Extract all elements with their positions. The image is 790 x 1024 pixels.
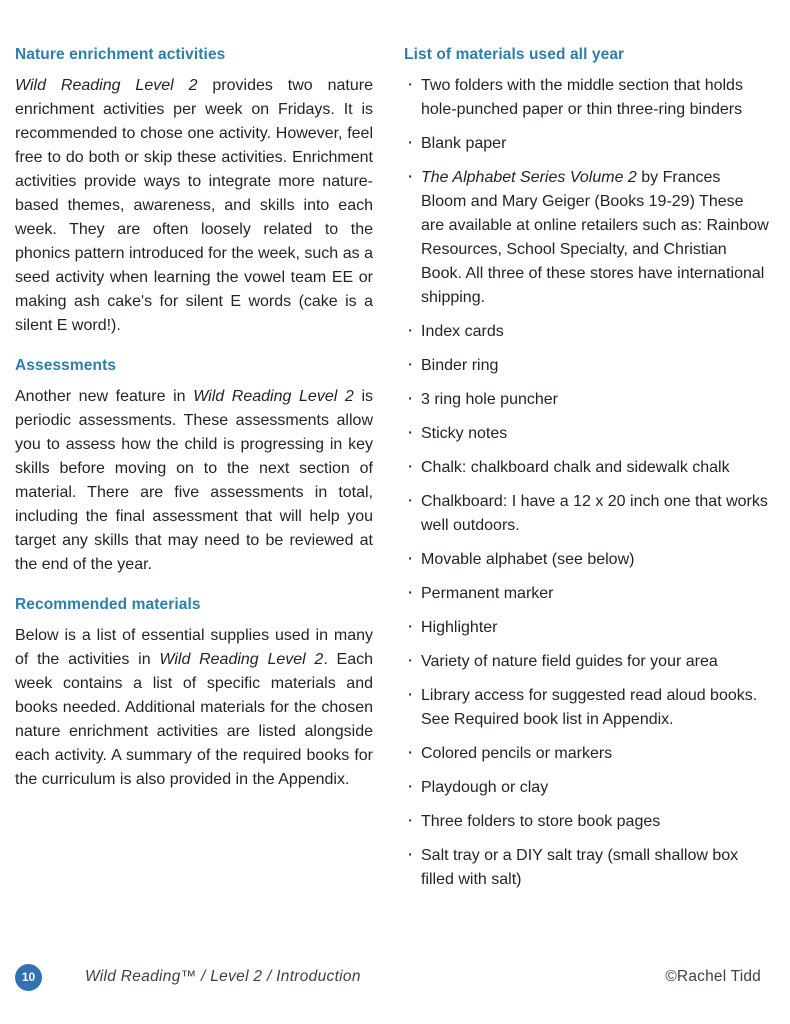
materials-list-heading: List of materials used all year bbox=[404, 46, 625, 63]
text-run: Permanent marker bbox=[421, 585, 554, 602]
list-item bbox=[404, 650, 770, 674]
section-heading: Recommended materials bbox=[15, 596, 201, 613]
text-run: Three folders to store book pages bbox=[421, 813, 661, 830]
list-item bbox=[404, 776, 770, 800]
section-heading: Assessments bbox=[15, 357, 117, 374]
text-run: Index cards bbox=[421, 323, 504, 340]
text-run: Another new feature in bbox=[15, 388, 194, 405]
list-item bbox=[404, 422, 770, 446]
list-item bbox=[404, 582, 770, 606]
text-run: Below is a list of essential supplies used in many of the activities in bbox=[15, 627, 373, 668]
footer-copyright: ©Rachel Tidd bbox=[665, 968, 761, 985]
text-run: Highlighter bbox=[421, 619, 498, 636]
list-item bbox=[404, 388, 770, 412]
text-run: Colored pencils or markers bbox=[421, 745, 613, 762]
text-run: Sticky notes bbox=[421, 425, 508, 442]
list-item bbox=[404, 74, 770, 122]
section-paragraph bbox=[15, 624, 373, 792]
text-run: by Frances Bloom and Mary Geiger (Books 19-29) These are available at online retailers such as: Rainbow Resources, School Specialty, and Christian Book. All three of these stores have international shipping. bbox=[421, 169, 769, 306]
text-run: Chalk: chalkboard chalk and sidewalk chalk bbox=[421, 459, 730, 476]
footer-breadcrumb: Wild Reading™ / Level 2 / Introduction bbox=[85, 968, 361, 985]
left-column bbox=[0, 0, 395, 930]
right-column bbox=[395, 0, 790, 930]
text-run: provides two nature enrichment activities per week on Fridays. It is recommended to chose one activity. However, feel free to do both or skip these activities. Enrichment activities provide ways to integrate more nature-based themes, awareness, and skills into each week. They are often loosely related to the phonics pattern introduced for the week, such as a seed activity when learning the vowel team EE or making ash cake's for silent E words (cake is a silent E word!). bbox=[15, 77, 373, 334]
text-run: Chalkboard: I have a 12 x 20 inch one that works well outdoors. bbox=[421, 493, 768, 534]
list-item bbox=[404, 742, 770, 766]
text-run: Library access for suggested read aloud books. See Required book list in Appendix. bbox=[421, 687, 758, 728]
italic-title: Wild Reading Level 2 bbox=[193, 388, 354, 405]
text-run: 3 ring hole puncher bbox=[421, 391, 558, 408]
text-run: Variety of nature field guides for your area bbox=[421, 653, 718, 670]
footer-left-group bbox=[15, 964, 665, 991]
section-paragraph bbox=[15, 385, 373, 577]
list-item bbox=[404, 548, 770, 572]
italic-title: Wild Reading Level 2 bbox=[15, 77, 198, 94]
materials-list bbox=[404, 74, 770, 892]
list-item bbox=[404, 166, 770, 310]
list-item bbox=[404, 490, 770, 538]
text-run: Binder ring bbox=[421, 357, 499, 374]
italic-title: Wild Reading Level 2 bbox=[159, 651, 324, 668]
left-column-sections bbox=[15, 45, 373, 792]
italic-title: The Alphabet Series Volume 2 bbox=[421, 169, 637, 186]
list-item bbox=[404, 456, 770, 480]
text-run: Two folders with the middle section that holds hole-punched paper or thin three-ring binders bbox=[421, 77, 743, 118]
list-item bbox=[404, 616, 770, 640]
page-number-badge: 10 bbox=[15, 964, 42, 991]
text-run: Playdough or clay bbox=[421, 779, 549, 796]
text-run: Movable alphabet (see below) bbox=[421, 551, 635, 568]
text-run: Blank paper bbox=[421, 135, 507, 152]
section-heading: Nature enrichment activities bbox=[15, 46, 226, 63]
list-item bbox=[404, 844, 770, 892]
list-item bbox=[404, 132, 770, 156]
text-run: Salt tray or a DIY salt tray (small shallow box filled with salt) bbox=[421, 847, 739, 888]
list-item bbox=[404, 320, 770, 344]
list-item bbox=[404, 684, 770, 732]
list-item bbox=[404, 810, 770, 834]
text-run: is periodic assessments. These assessments allow you to assess how the child is progressing in key skills before moving on to the next section of material. There are five assessments in total, including the final assessment that will help you target any skills that may need to be reviewed at the end of the year. bbox=[15, 388, 373, 573]
list-item bbox=[404, 354, 770, 378]
text-run: . Each week contains a list of specific materials and books needed. Additional materials for the chosen nature enrichment activities are listed alongside each activity. A summary of the required books for the curriculum is also provided in the Appendix. bbox=[15, 651, 374, 788]
page-footer bbox=[0, 930, 790, 1024]
section-paragraph bbox=[15, 74, 373, 338]
